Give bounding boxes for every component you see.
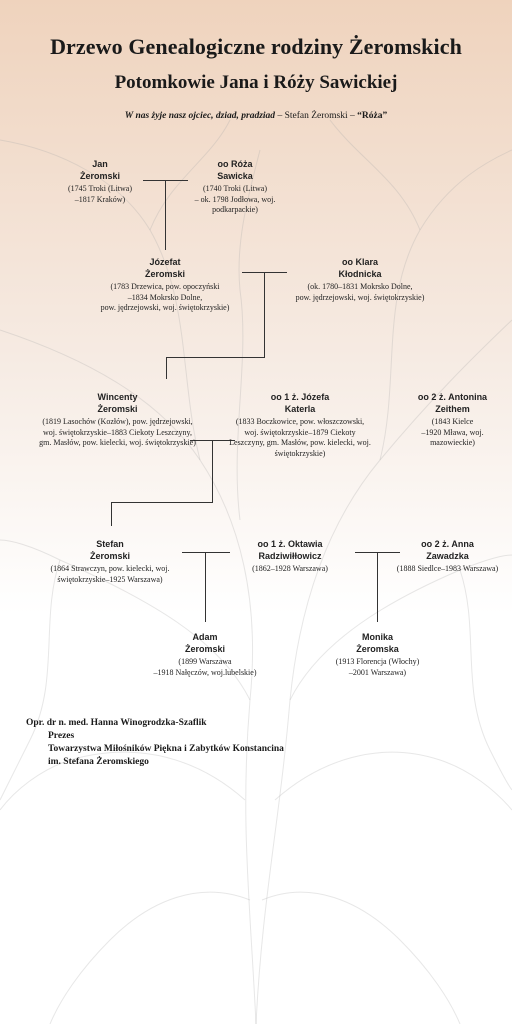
signature-line: Towarzystwa Miłośników Piękna i Zabytków Konstancina — [48, 744, 284, 754]
page-subtitle: Potomkowie Jana i Róży Sawickiej — [114, 72, 398, 93]
descent-line-adam — [205, 552, 206, 622]
person-name: oo 2 ż. Anna — [421, 539, 474, 549]
person-dates: (1740 Troki (Litwa) – ok. 1798 Jodłowa, woj. podkarpackie) — [194, 184, 276, 214]
descent-line-wincenty-v2 — [166, 357, 167, 379]
person-surname: Żeromski — [184, 644, 226, 654]
descent-line-stefan-v — [212, 440, 213, 503]
person-dates: (1843 Kielce –1920 Mława, woj. mazowieckie) — [421, 417, 484, 447]
person-surname: Sawicka — [217, 171, 253, 181]
person-adam — [140, 631, 270, 678]
person-name: Jan — [92, 159, 108, 169]
person-surname: Zawadzka — [426, 551, 469, 561]
descent-line-jozefat — [165, 180, 166, 250]
motto — [0, 111, 512, 121]
person-jozefat — [85, 256, 245, 314]
person-name: Adam — [192, 632, 218, 642]
person-name: Stefan — [96, 539, 124, 549]
page-title: Drzewo Genealogiczne rodziny Żeromskich — [50, 34, 462, 59]
person-dates: (1862–1928 Warszawa) — [252, 564, 328, 573]
person-dates: (1833 Boczkowice, pow. włoszczowski, woj. świętokrzyskie–1879 Ciekoty Leszczyny, gm. Masłów, pow. kielecki, woj. świętokrzyskie) — [229, 417, 371, 458]
person-monika — [320, 631, 435, 678]
motto-author: Stefan Żeromski — [284, 111, 348, 121]
person-surname: Radziwiłłowicz — [258, 551, 322, 561]
person-surname: Kłodnicka — [338, 269, 382, 279]
person-name: oo Róża — [217, 159, 253, 169]
person-oktawia — [230, 538, 350, 575]
person-klara — [280, 256, 440, 303]
person-surname: Zeithem — [435, 404, 470, 414]
person-dates: (1745 Troki (Litwa) –1817 Kraków) — [68, 184, 132, 204]
person-dates: (1819 Lasochów (Kozłów), pow. jędrzejowski, woj. świętokrzyskie–1883 Ciekoty Leszczyny, gm. Masłów, pow. kielecki, woj. świętokrzyskie) — [39, 417, 196, 447]
person-dates: (1899 Warszawa –1918 Nałęczów, woj.lubelskie) — [153, 657, 257, 677]
person-dates: (1864 Strawczyn, pow. kielecki, woj. świętokrzyskie–1925 Warszawa) — [50, 564, 170, 584]
person-dates: (1888 Siedlce–1983 Warszawa) — [396, 564, 499, 573]
person-jozefa — [215, 391, 385, 459]
person-antonina — [395, 391, 510, 449]
signature-line: Prezes — [48, 731, 75, 741]
person-name: oo 1 ż. Józefa — [270, 392, 330, 402]
person-name: Monika — [361, 632, 393, 642]
person-anna — [385, 538, 510, 575]
motto-quote: W nas żyje nasz ojciec, dziad, pradziad — [124, 111, 276, 121]
person-jan — [40, 158, 160, 205]
person-wincenty — [20, 391, 215, 449]
person-dates: (1913 Florencja (Włochy) –2001 Warszawa) — [335, 657, 420, 677]
motto-dash: – — [275, 111, 285, 121]
person-name: oo 2 ż. Antonina — [417, 392, 488, 402]
person-surname: Katerla — [284, 404, 316, 414]
person-name: oo 1 ż. Oktawia — [257, 539, 323, 549]
descent-line-wincenty-v — [264, 272, 265, 358]
person-stefan — [30, 538, 190, 585]
person-surname: Żeromski — [89, 551, 131, 561]
descent-line-stefan-h — [111, 502, 213, 503]
descent-line-stefan-v2 — [111, 502, 112, 526]
descent-line-monika — [377, 552, 378, 622]
person-dates: (1783 Drzewica, pow. opoczyński –1834 Mokrsko Dolne, pow. jędrzejowski, woj. świętokrzyskie) — [100, 282, 230, 312]
signature-line: im. Stefana Żeromskiego — [48, 757, 149, 767]
person-surname: Żeromska — [356, 644, 399, 654]
person-roza — [175, 158, 295, 216]
person-name: Józefat — [149, 257, 181, 267]
descent-line-wincenty-h — [166, 357, 265, 358]
person-surname: Żeromski — [97, 404, 138, 414]
motto-source: “Róża” — [357, 111, 388, 121]
person-dates: (ok. 1780–1831 Mokrsko Dolne, pow. jędrzejowski, woj. świętokrzyskie) — [295, 282, 425, 302]
person-surname: Żeromski — [79, 171, 121, 181]
person-surname: Żeromski — [144, 269, 186, 279]
motto-dash: – — [347, 111, 358, 121]
author-signature — [26, 717, 284, 769]
signature-line: Opr. dr n. med. Hanna Winogrodzka-Szaflik — [26, 718, 207, 728]
person-name: oo Klara — [341, 257, 378, 267]
person-name: Wincenty — [97, 392, 138, 402]
